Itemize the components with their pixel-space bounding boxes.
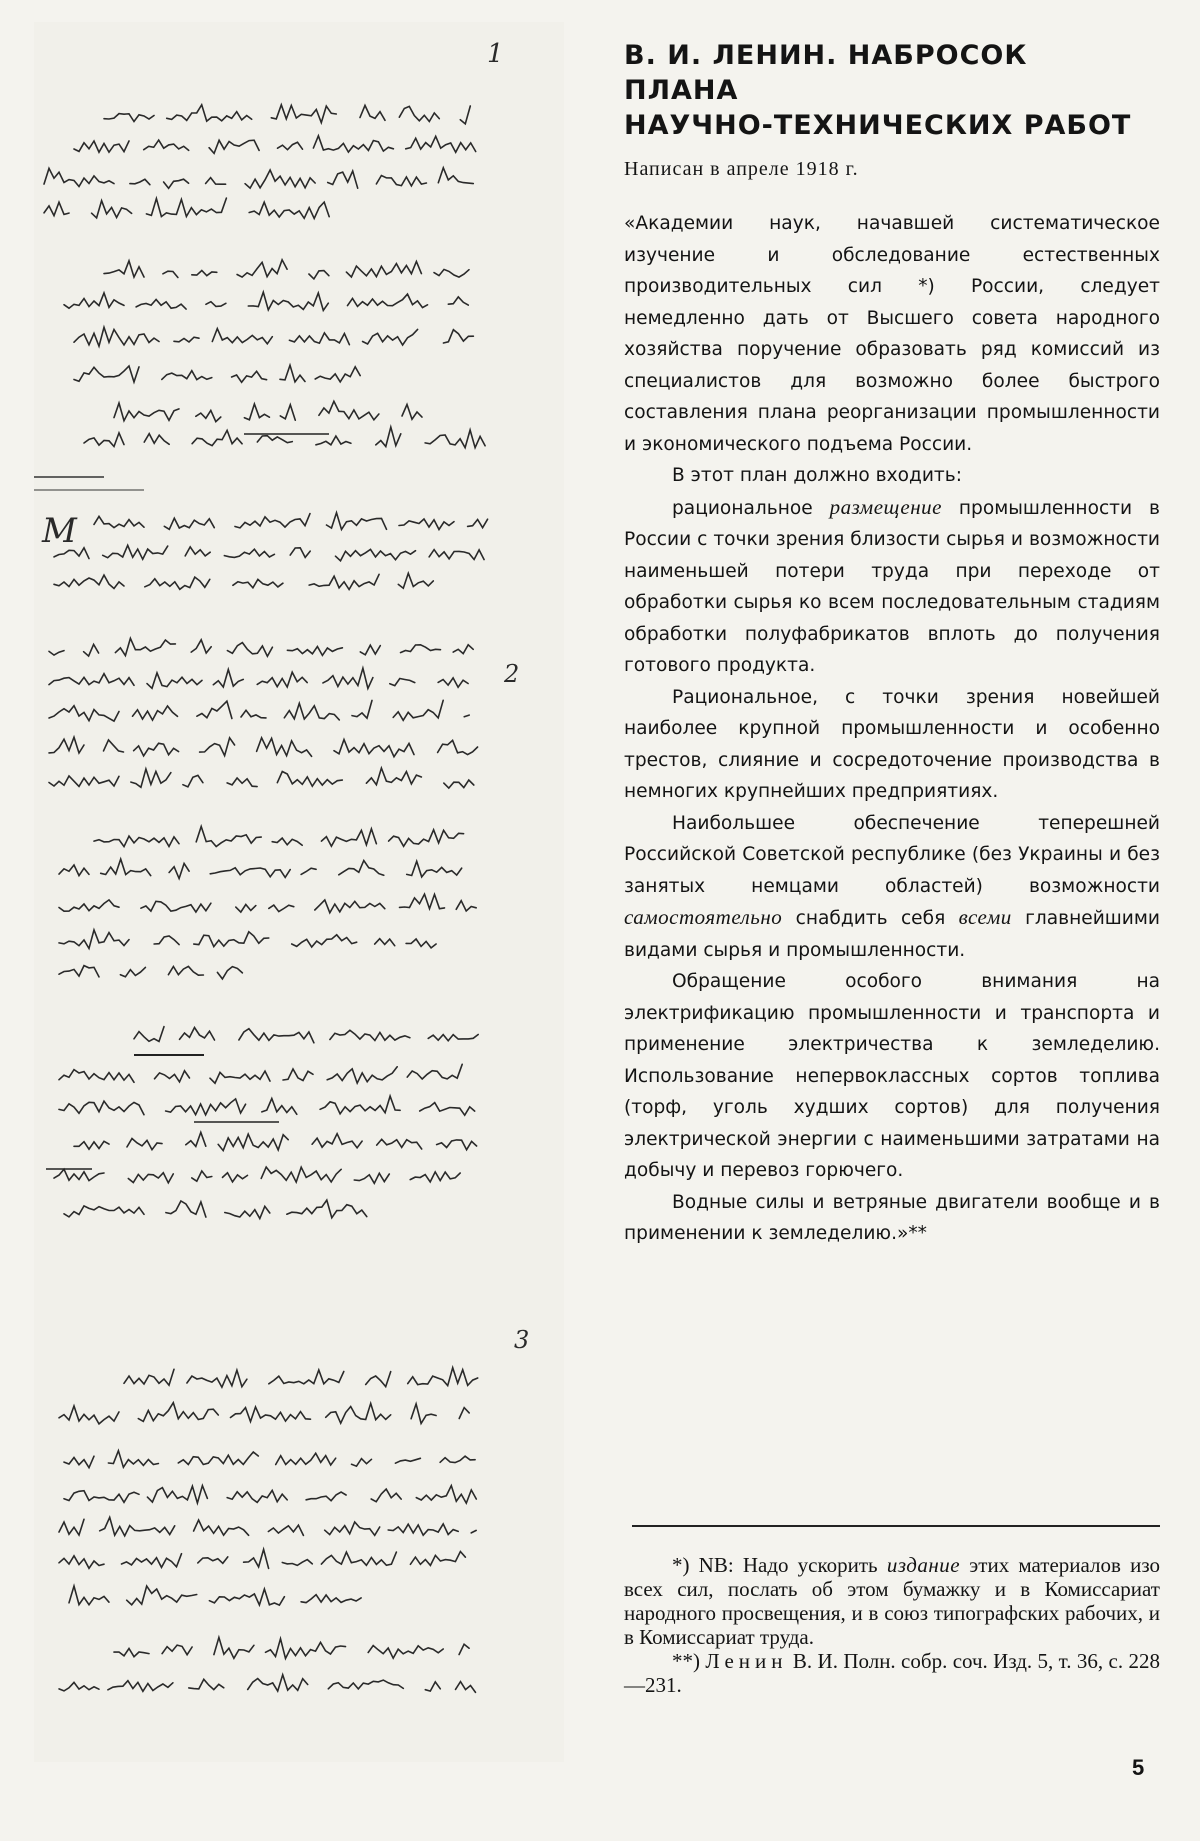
handwritten-word — [366, 1372, 391, 1387]
handwritten-word — [390, 679, 415, 686]
handwritten-word — [327, 513, 387, 530]
handwritten-word — [309, 574, 379, 589]
handwritten-word — [316, 436, 351, 445]
handwritten-word — [227, 1490, 287, 1502]
manuscript-section-mark: М — [42, 511, 77, 551]
handwritten-word — [328, 1680, 403, 1689]
handwritten-word — [276, 1453, 336, 1465]
handwritten-word — [245, 170, 315, 188]
paragraph: «Академии наук, начавшей систематическое изучение и обследование естественных производительных сил *) России, следует немедленно дать от Высшего совета народного хозяйства поручение образовать ряд комиссий из специалистов для возможно более быстрого составления плана реорганизации промышленности и экономического подъема России. — [624, 213, 1160, 455]
handwritten-word — [241, 710, 266, 718]
handwritten-word — [59, 966, 99, 977]
handwritten-word — [327, 1067, 397, 1083]
handwritten-word — [127, 1586, 197, 1605]
handwritten-word — [352, 700, 372, 718]
text-run: главнейшими видами сырья и промышленности. — [624, 908, 1160, 961]
handwritten-word — [319, 401, 379, 420]
footnotes — [624, 1553, 1160, 1697]
handwritten-word — [59, 1406, 119, 1424]
paragraph — [624, 492, 1160, 682]
handwritten-word — [339, 861, 384, 876]
handwritten-word — [443, 330, 473, 343]
handwritten-word — [287, 647, 342, 656]
handwritten-word — [200, 738, 235, 756]
handwritten-word — [407, 861, 462, 877]
handwritten-word — [108, 1681, 173, 1692]
handwritten-word — [147, 673, 202, 688]
handwritten-word — [460, 106, 470, 124]
article-body — [624, 208, 1160, 1250]
handwritten-word — [456, 1682, 476, 1693]
handwritten-word — [232, 371, 267, 382]
handwritten-word — [269, 1370, 344, 1384]
handwritten-word — [134, 743, 179, 756]
handwritten-word — [194, 1520, 249, 1535]
handwritten-word — [330, 1030, 410, 1040]
handwritten-word — [448, 297, 468, 305]
handwritten-word — [74, 327, 159, 346]
handwritten-word — [108, 1451, 158, 1468]
handwritten-word — [233, 579, 283, 587]
handwritten-word — [64, 1491, 139, 1503]
handwritten-word — [69, 1586, 109, 1605]
handwritten-word — [271, 105, 336, 123]
handwritten-word — [74, 366, 139, 382]
handwritten-word — [189, 1679, 224, 1689]
handwritten-word — [408, 1368, 478, 1386]
handwritten-word — [162, 1645, 192, 1655]
handwritten-word — [459, 1408, 469, 1419]
handwritten-word — [194, 932, 269, 947]
handwritten-word — [166, 1201, 206, 1217]
emphasis: самостоятельно — [624, 905, 783, 929]
handwritten-word — [187, 1370, 247, 1387]
handwritten-word — [328, 171, 358, 188]
handwritten-word — [248, 292, 328, 310]
handwritten-word — [210, 1071, 270, 1083]
handwritten-word — [198, 1557, 228, 1563]
handwritten-word — [315, 367, 360, 382]
handwritten-word — [138, 1403, 218, 1422]
handwritten-word — [407, 1064, 462, 1079]
handwritten-word — [224, 549, 274, 557]
manuscript-page-mark-1: 1 — [487, 39, 504, 69]
handwritten-word — [371, 1489, 401, 1502]
handwritten-word — [59, 1519, 84, 1535]
handwritten-word — [244, 1549, 269, 1568]
handwritten-word — [209, 1589, 284, 1605]
handwritten-word — [183, 775, 203, 787]
handwritten-word — [352, 1459, 372, 1467]
handwritten-word — [438, 678, 468, 687]
handwritten-word — [406, 136, 476, 152]
handwritten-word — [164, 518, 214, 529]
handwritten-word — [248, 1675, 308, 1691]
handwritten-word — [227, 778, 257, 787]
handwritten-word — [468, 519, 488, 528]
handwritten-word — [74, 141, 129, 152]
handwritten-word — [438, 740, 478, 754]
title-line-1: В. И. ЛЕНИН. НАБРОСОК ПЛАНА — [624, 40, 1028, 106]
handwritten-word — [410, 1172, 460, 1182]
handwritten-word — [206, 302, 226, 307]
handwritten-word — [309, 271, 329, 279]
handwritten-word — [84, 644, 99, 656]
handwritten-word — [280, 365, 305, 382]
handwritten-word — [334, 740, 414, 757]
handwritten-word — [388, 1524, 458, 1535]
handwritten-word — [257, 672, 307, 687]
handwritten-word — [185, 547, 210, 556]
handwritten-word — [59, 930, 129, 949]
handwritten-word — [272, 838, 302, 845]
handwritten-word — [464, 715, 469, 717]
handwritten-word — [197, 701, 232, 718]
emphasis: издание — [886, 1553, 961, 1577]
handwritten-word — [244, 404, 269, 420]
handwritten-word — [283, 1069, 313, 1081]
handwritten-word — [280, 405, 295, 421]
handwritten-word — [101, 859, 151, 876]
handwritten-word — [122, 1554, 182, 1568]
handwritten-word — [321, 829, 376, 846]
handwritten-word — [425, 1682, 440, 1691]
handwritten-word — [411, 1404, 436, 1424]
handwritten-word — [64, 1456, 94, 1468]
handwritten-word — [401, 645, 441, 653]
handwritten-word — [389, 830, 464, 847]
handwritten-word — [44, 168, 114, 186]
handwritten-word — [292, 935, 357, 947]
text-run: *) NB: Надо ускорить — [672, 1553, 887, 1577]
paragraph — [624, 808, 1160, 967]
handwritten-word — [217, 967, 242, 979]
handwritten-word — [321, 1552, 396, 1565]
handwritten-word — [453, 645, 473, 654]
handwritten-word — [146, 198, 226, 217]
handwritten-word — [402, 405, 422, 420]
page-number: 5 — [1132, 1755, 1145, 1780]
handwritten-word — [144, 434, 169, 445]
handwritten-word — [399, 106, 439, 121]
handwritten-word — [115, 638, 175, 655]
handwritten-word — [191, 640, 211, 653]
handwritten-word — [180, 1028, 215, 1041]
handwritten-word — [429, 550, 484, 560]
handwritten-word — [162, 371, 212, 380]
handwritten-word — [269, 905, 294, 912]
handwritten-word — [49, 674, 134, 686]
handwritten-word — [346, 262, 421, 278]
handwritten-manuscript-facsimile — [34, 22, 564, 1762]
handwritten-word — [128, 1173, 173, 1183]
handwritten-word — [59, 1070, 134, 1083]
handwritten-word — [64, 293, 124, 308]
handwritten-word — [192, 271, 217, 276]
manuscript-drawing — [34, 22, 564, 1762]
handwritten-word — [289, 333, 349, 345]
footnote-2 — [624, 1649, 1160, 1697]
handwritten-word — [141, 901, 211, 912]
handwritten-word — [167, 105, 252, 121]
handwritten-word — [227, 643, 272, 657]
handwritten-word — [100, 1517, 175, 1536]
handwritten-word — [168, 966, 203, 975]
paragraph: В этот план должно входить: — [672, 465, 962, 486]
handwritten-word — [395, 1458, 420, 1463]
handwritten-word — [326, 1403, 391, 1423]
handwritten-word — [239, 1029, 314, 1043]
handwritten-word — [145, 577, 210, 589]
handwritten-word — [306, 1492, 346, 1501]
text-run: промышленности в России с точки зрения близости сырья и возможности наименьшей потери труда при переходе от обработки сырья ко всем последовательным стадиям обработки полуфабрикатов вплоть до получения готового продукта. — [624, 497, 1160, 676]
text-run: этих материалов изо всех сил, послать об этом бумажку и в Комиссариат народного просвещения, и в союз типографских рабочих, и в Комиссариат труда. — [624, 1553, 1161, 1649]
handwritten-word — [416, 1486, 476, 1504]
handwritten-word — [438, 168, 473, 184]
handwritten-word — [410, 1552, 465, 1566]
handwritten-word — [225, 1206, 270, 1218]
handwritten-word — [114, 403, 179, 421]
dateline: Написан в апреле 1918 г. — [624, 158, 859, 180]
manuscript-page-mark-2: 2 — [504, 660, 520, 688]
handwritten-word — [44, 202, 69, 215]
footnote-divider — [632, 1525, 1160, 1527]
handwritten-word — [114, 1649, 149, 1657]
handwritten-word — [120, 967, 145, 976]
handwritten-word — [301, 868, 316, 874]
handwritten-word — [127, 1139, 162, 1150]
handwritten-word — [437, 1140, 477, 1150]
handwritten-word — [368, 1646, 443, 1659]
handwritten-word — [249, 202, 329, 218]
handwritten-word — [196, 827, 261, 847]
handwritten-word — [124, 1369, 174, 1385]
handwritten-word — [284, 703, 339, 720]
handwritten-word — [144, 140, 189, 150]
handwritten-word — [192, 430, 242, 445]
emphasis: размещение — [829, 494, 942, 519]
handwritten-word — [399, 519, 454, 530]
handwritten-word — [323, 668, 373, 688]
handwritten-word — [282, 1560, 312, 1566]
handwritten-word — [266, 1639, 346, 1659]
handwritten-word — [49, 737, 84, 753]
handwritten-word — [268, 1525, 303, 1535]
handwritten-word — [312, 1134, 362, 1148]
handwritten-word — [147, 1486, 207, 1503]
handwritten-word — [278, 142, 303, 149]
handwritten-word — [261, 1167, 341, 1182]
handwritten-word — [59, 1682, 99, 1691]
handwritten-word — [166, 1099, 246, 1115]
handwritten-word — [54, 1169, 104, 1180]
handwritten-word — [348, 294, 428, 308]
handwritten-word — [360, 105, 385, 120]
handwritten-word — [59, 900, 119, 911]
handwritten-word — [130, 179, 150, 184]
handwritten-word — [236, 905, 256, 913]
handwritten-word — [92, 201, 132, 218]
handwritten-word — [213, 670, 243, 688]
handwritten-word — [223, 1173, 248, 1182]
handwritten-word — [313, 136, 393, 152]
handwritten-word — [94, 516, 144, 527]
handwritten-word — [54, 575, 124, 588]
handwritten-word — [49, 776, 119, 786]
handwritten-word — [49, 706, 119, 721]
handwriting-lines — [44, 105, 488, 1693]
handwritten-word — [376, 176, 426, 186]
handwritten-word — [425, 430, 485, 448]
paragraph: Рациональное, с точки зрения новейшей наиболее крупной промышленности и особенно трестов, слияние и сосредоточение производства в немногих крупнейших предприятиях. — [624, 686, 1160, 802]
text-run: Наибольшее обеспечение теперешней Российской Советской республике (без Украины и без занятых немцами областей) возможности — [624, 812, 1160, 897]
handwritten-word — [354, 1173, 389, 1183]
manuscript-page-mark-3: 3 — [514, 1326, 530, 1354]
handwritten-word — [206, 178, 226, 185]
handwritten-word — [174, 337, 199, 342]
handwritten-word — [377, 1139, 422, 1149]
handwritten-word — [131, 769, 171, 787]
handwritten-word — [64, 1206, 144, 1217]
handwritten-word — [163, 271, 178, 277]
handwritten-word — [136, 300, 186, 310]
footnote-1 — [624, 1553, 1160, 1649]
handwritten-word — [376, 427, 401, 446]
handwritten-word — [103, 545, 168, 559]
handwritten-word — [325, 1522, 380, 1535]
handwritten-word — [257, 436, 292, 443]
handwritten-word — [218, 1134, 288, 1151]
handwritten-word — [257, 738, 312, 757]
handwritten-word — [59, 865, 89, 876]
handwritten-word — [301, 1595, 361, 1603]
handwritten-word — [155, 1071, 190, 1082]
handwritten-word — [400, 894, 445, 909]
page-title — [624, 38, 1144, 143]
handwritten-word — [290, 548, 310, 558]
handwritten-word — [315, 900, 385, 913]
handwritten-word — [192, 1171, 212, 1181]
handwritten-word — [366, 768, 421, 785]
handwritten-word — [59, 1101, 144, 1115]
handwritten-word — [214, 1637, 254, 1658]
text-run: В. И. Полн. собр. соч. Изд. 5, т. 36, с. 228—231. — [624, 1649, 1160, 1697]
handwritten-word — [375, 939, 395, 946]
handwritten-word — [49, 651, 64, 656]
handwritten-word — [420, 1103, 475, 1116]
handwritten-word — [459, 1644, 469, 1654]
title-line-2: НАУЧНО-ТЕХНИЧЕСКИХ РАБОТ — [624, 110, 1132, 141]
handwritten-word — [59, 1556, 104, 1569]
handwritten-word — [440, 1456, 475, 1463]
emphasis: всеми — [958, 905, 1012, 929]
handwritten-word — [104, 740, 124, 752]
author-name: Ленин — [705, 1649, 788, 1673]
handwritten-word — [471, 1530, 476, 1533]
handwritten-word — [444, 780, 474, 788]
handwritten-word — [237, 260, 287, 277]
handwritten-word — [360, 645, 380, 655]
handwritten-word — [212, 329, 272, 344]
handwritten-word — [393, 700, 443, 720]
handwritten-word — [406, 939, 436, 948]
handwritten-word — [164, 179, 189, 188]
handwritten-word — [133, 706, 178, 720]
handwritten-word — [196, 410, 221, 421]
handwritten-word — [428, 1035, 478, 1041]
handwritten-word — [169, 864, 189, 879]
handwritten-word — [363, 329, 418, 345]
handwritten-word — [84, 433, 124, 447]
handwritten-word — [104, 114, 154, 122]
text-run: снабдить себя — [782, 908, 959, 929]
handwritten-word — [178, 1452, 258, 1465]
handwritten-word — [210, 868, 290, 878]
handwritten-word — [287, 1200, 367, 1218]
handwritten-word — [320, 1096, 400, 1114]
text-run: рациональное — [672, 497, 830, 519]
handwritten-word — [398, 573, 433, 588]
handwritten-word — [231, 1407, 311, 1422]
handwritten-word — [456, 901, 476, 911]
handwritten-word — [104, 261, 144, 277]
paragraph: Обращение особого внимания на электрификацию промышленности и транспорта и применение электричества к земледелию. Использование непервоклассных сортов топлива (торф, уголь худших сортов) для получения электрической энергии с наименьшими затратами на добычу и перевоз горючего. — [624, 971, 1160, 1181]
handwritten-word — [336, 549, 416, 560]
paragraph: Водные силы и ветряные двигатели вообще и в применении к земледелию.»** — [624, 1191, 1160, 1244]
text-run: **) — [672, 1649, 706, 1673]
handwritten-word — [209, 140, 259, 153]
handwritten-word — [434, 269, 469, 277]
handwritten-word — [262, 1099, 297, 1115]
handwritten-word — [134, 1027, 164, 1042]
handwritten-word — [235, 514, 310, 528]
handwritten-word — [74, 1141, 109, 1149]
handwritten-word — [154, 936, 179, 945]
handwritten-word — [186, 1132, 206, 1146]
handwritten-word — [277, 772, 342, 787]
handwritten-word — [94, 836, 179, 847]
